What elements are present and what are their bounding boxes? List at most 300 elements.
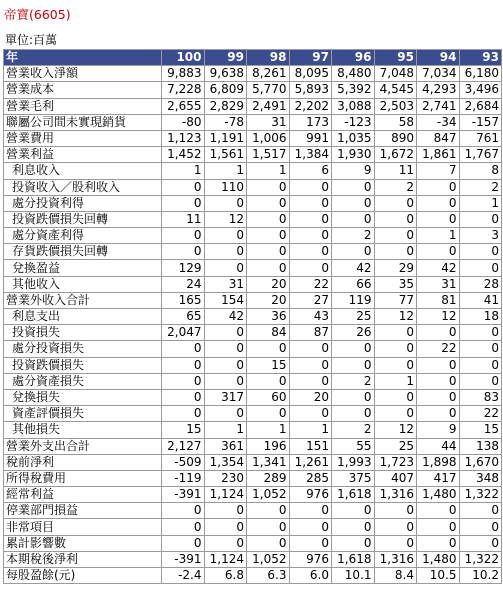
table-row (4, 244, 502, 260)
row-label: 停業部門損益 (4, 503, 162, 519)
table-cell: 25 (374, 438, 417, 454)
table-cell: 18 (459, 309, 502, 325)
row-label: 所得稅費用 (4, 470, 162, 486)
table-cell: 1,124 (204, 487, 247, 503)
row-label: 投資跌價損失回轉 (4, 211, 162, 227)
row-label: 處分投資損失 (4, 341, 162, 357)
table-cell: 0 (247, 503, 290, 519)
table-cell: 1,322 (459, 551, 502, 567)
table-cell: 41 (459, 292, 502, 308)
table-cell: 1 (417, 228, 460, 244)
table-cell: 66 (332, 276, 375, 292)
table-cell: 6,809 (204, 82, 247, 98)
table-cell: 2,741 (417, 98, 460, 114)
table-cell: 81 (417, 292, 460, 308)
table-cell: 0 (417, 244, 460, 260)
table-row (4, 114, 502, 130)
table-cell: 0 (332, 195, 375, 211)
table-cell: 0 (247, 341, 290, 357)
table-row (4, 82, 502, 98)
table-cell: 0 (289, 228, 332, 244)
table-row (4, 503, 502, 519)
year-header: 100 (162, 50, 205, 66)
table-cell: 0 (204, 228, 247, 244)
table-cell: 12 (374, 309, 417, 325)
table-cell: 0 (374, 228, 417, 244)
table-cell: 42 (204, 309, 247, 325)
table-cell: 1,930 (332, 147, 375, 163)
table-cell: 0 (332, 211, 375, 227)
table-cell: 1 (374, 373, 417, 389)
table-body (4, 66, 502, 584)
table-cell: 8,261 (247, 66, 290, 82)
row-label: 兌換盈益 (4, 260, 162, 276)
table-row (4, 309, 502, 325)
table-cell: 1 (247, 163, 290, 179)
table-cell: 12 (417, 309, 460, 325)
table-cell: 0 (374, 535, 417, 551)
table-cell: 138 (459, 438, 502, 454)
table-cell: 11 (374, 163, 417, 179)
year-header-label: 年 (4, 50, 162, 66)
year-header: 98 (247, 50, 290, 66)
table-cell: 24 (162, 276, 205, 292)
table-cell: 10.5 (417, 568, 460, 584)
table-cell: 1,261 (289, 454, 332, 470)
table-cell: 0 (332, 389, 375, 405)
table-row (4, 438, 502, 454)
table-cell: 154 (204, 292, 247, 308)
table-cell: 0 (374, 389, 417, 405)
table-cell: 1,861 (417, 147, 460, 163)
table-cell: 0 (332, 406, 375, 422)
table-cell: 0 (459, 519, 502, 535)
table-row (4, 276, 502, 292)
table-row (4, 163, 502, 179)
table-cell: 1,618 (332, 487, 375, 503)
table-cell: 0 (417, 179, 460, 195)
table-cell: 6 (289, 163, 332, 179)
table-cell: 27 (289, 292, 332, 308)
table-row (4, 179, 502, 195)
table-cell: 0 (162, 179, 205, 195)
row-label: 營業收入淨額 (4, 66, 162, 82)
table-cell: 2 (374, 179, 417, 195)
table-cell: 1 (247, 422, 290, 438)
table-cell: 0 (289, 260, 332, 276)
table-cell: 119 (332, 292, 375, 308)
table-cell: 1 (459, 195, 502, 211)
table-cell: 36 (247, 309, 290, 325)
table-cell: 0 (204, 519, 247, 535)
row-label: 營業利益 (4, 147, 162, 163)
table-cell: 0 (459, 341, 502, 357)
row-label: 經常利益 (4, 487, 162, 503)
table-cell: 2 (332, 373, 375, 389)
table-cell: 1,480 (417, 551, 460, 567)
table-cell: 43 (289, 309, 332, 325)
table-cell: 2 (459, 179, 502, 195)
company-title: 帝寶(6605) (4, 7, 71, 22)
table-cell: 1,354 (204, 454, 247, 470)
table-cell: 42 (417, 260, 460, 276)
table-cell: 0 (417, 519, 460, 535)
table-cell: 1,052 (247, 551, 290, 567)
table-cell: 0 (374, 341, 417, 357)
table-cell: 10.2 (459, 568, 502, 584)
table-cell: 976 (289, 487, 332, 503)
table-cell: 0 (289, 244, 332, 260)
table-cell: 0 (247, 228, 290, 244)
table-cell: 289 (247, 470, 290, 486)
table-cell: 31 (417, 276, 460, 292)
table-cell: 0 (332, 179, 375, 195)
table-cell: 0 (289, 503, 332, 519)
table-cell: 0 (204, 373, 247, 389)
year-header: 95 (374, 50, 417, 66)
table-row (4, 195, 502, 211)
table-cell: 976 (289, 551, 332, 567)
table-cell: 0 (162, 195, 205, 211)
table-cell: 1,561 (204, 147, 247, 163)
table-cell: 8,095 (289, 66, 332, 82)
table-cell: 0 (247, 535, 290, 551)
table-cell: 20 (289, 389, 332, 405)
table-cell: 0 (247, 211, 290, 227)
table-cell: 6.8 (204, 568, 247, 584)
table-cell: 0 (289, 535, 332, 551)
table-cell: 0 (289, 179, 332, 195)
table-cell: 0 (204, 357, 247, 373)
table-row (4, 325, 502, 341)
table-cell: 230 (204, 470, 247, 486)
table-cell: 4,545 (374, 82, 417, 98)
table-cell: 5,893 (289, 82, 332, 98)
table-cell: 1,993 (332, 454, 375, 470)
table-cell: 8.4 (374, 568, 417, 584)
table-cell: 2,127 (162, 438, 205, 454)
table-row (4, 470, 502, 486)
table-cell: 1,618 (332, 551, 375, 567)
table-cell: 0 (162, 519, 205, 535)
table-cell: 0 (204, 195, 247, 211)
table-cell: 60 (247, 389, 290, 405)
table-cell: 0 (332, 244, 375, 260)
table-cell: 847 (417, 130, 460, 146)
row-label: 累計影響數 (4, 535, 162, 551)
table-cell: 2,655 (162, 98, 205, 114)
table-cell: 0 (204, 244, 247, 260)
table-row (4, 341, 502, 357)
table-cell: 0 (204, 341, 247, 357)
table-row (4, 568, 502, 584)
table-cell: 2,047 (162, 325, 205, 341)
table-cell: 1 (204, 163, 247, 179)
table-cell: 0 (417, 373, 460, 389)
table-cell: 22 (417, 341, 460, 357)
table-cell: 11 (162, 211, 205, 227)
table-cell: 3 (459, 228, 502, 244)
row-label: 其他損失 (4, 422, 162, 438)
table-cell: -34 (417, 114, 460, 130)
table-cell: 31 (247, 114, 290, 130)
table-row (4, 551, 502, 567)
table-cell: 7,228 (162, 82, 205, 98)
table-cell: 0 (459, 211, 502, 227)
row-label: 投資跌價損失 (4, 357, 162, 373)
header-row (4, 50, 502, 66)
table-cell: 6.3 (247, 568, 290, 584)
table-cell: 348 (459, 470, 502, 486)
table-cell: 0 (204, 503, 247, 519)
table-cell: 0 (459, 535, 502, 551)
table-cell: 0 (417, 406, 460, 422)
table-row (4, 260, 502, 276)
table-cell: 0 (204, 260, 247, 276)
table-cell: 173 (289, 114, 332, 130)
table-row (4, 211, 502, 227)
table-cell: 6,180 (459, 66, 502, 82)
table-cell: 0 (332, 519, 375, 535)
table-cell: 55 (332, 438, 375, 454)
row-label: 稅前淨利 (4, 454, 162, 470)
unit-label: 單位:百萬 (5, 33, 58, 47)
table-cell: 0 (247, 179, 290, 195)
table-cell: 28 (459, 276, 502, 292)
table-cell: 0 (417, 535, 460, 551)
year-header: 99 (204, 50, 247, 66)
table-cell: 0 (374, 406, 417, 422)
table-cell: 7,034 (417, 66, 460, 82)
table-cell: 25 (332, 309, 375, 325)
table-cell: 0 (459, 244, 502, 260)
table-cell: 0 (162, 244, 205, 260)
table-cell: 2,491 (247, 98, 290, 114)
table-cell: 0 (332, 503, 375, 519)
table-cell: 1,052 (247, 487, 290, 503)
table-cell: 1 (162, 163, 205, 179)
table-cell: 10.1 (332, 568, 375, 584)
row-label: 聯屬公司間未實現銷貨 (4, 114, 162, 130)
table-cell: 110 (204, 179, 247, 195)
table-cell: 0 (204, 535, 247, 551)
row-label: 營業毛利 (4, 98, 162, 114)
table-cell: 0 (289, 341, 332, 357)
table-cell: 26 (332, 325, 375, 341)
row-label: 利息收入 (4, 163, 162, 179)
table-cell: 2,684 (459, 98, 502, 114)
table-cell: 1,384 (289, 147, 332, 163)
table-cell: 9 (417, 422, 460, 438)
table-row (4, 130, 502, 146)
table-cell: 0 (374, 325, 417, 341)
table-cell: 22 (289, 276, 332, 292)
table-cell: 1,006 (247, 130, 290, 146)
table-cell: 991 (289, 130, 332, 146)
table-cell: 0 (332, 341, 375, 357)
table-cell: 0 (417, 389, 460, 405)
row-label: 非常項目 (4, 519, 162, 535)
table-cell: 0 (417, 195, 460, 211)
table-cell: 83 (459, 389, 502, 405)
table-cell: 0 (459, 357, 502, 373)
table-cell: 0 (374, 211, 417, 227)
table-cell: -2.4 (162, 568, 205, 584)
row-label: 其他收入 (4, 276, 162, 292)
table-cell: 65 (162, 309, 205, 325)
table-cell: 0 (162, 373, 205, 389)
table-row (4, 357, 502, 373)
table-cell: 2 (332, 422, 375, 438)
table-cell: 0 (289, 406, 332, 422)
table-cell: -391 (162, 551, 205, 567)
table-cell: 1,517 (247, 147, 290, 163)
table-cell: 29 (374, 260, 417, 276)
table-cell: 12 (204, 211, 247, 227)
table-cell: 58 (374, 114, 417, 130)
table-cell: 761 (459, 130, 502, 146)
table-row (4, 487, 502, 503)
table-cell: 15 (247, 357, 290, 373)
table-cell: 20 (247, 276, 290, 292)
table-cell: 0 (247, 244, 290, 260)
table-cell: 0 (459, 325, 502, 341)
table-row (4, 373, 502, 389)
table-cell: -119 (162, 470, 205, 486)
table-cell: 1,124 (204, 551, 247, 567)
table-cell: 1,316 (374, 487, 417, 503)
table-cell: -391 (162, 487, 205, 503)
table-cell: 317 (204, 389, 247, 405)
table-cell: -80 (162, 114, 205, 130)
row-label: 營業費用 (4, 130, 162, 146)
table-cell: 0 (374, 503, 417, 519)
table-cell: 6.0 (289, 568, 332, 584)
row-label: 每股盈餘(元) (4, 568, 162, 584)
table-cell: -157 (459, 114, 502, 130)
table-cell: 15 (459, 422, 502, 438)
table-cell: 0 (332, 357, 375, 373)
table-cell: 1 (204, 422, 247, 438)
table-cell: 2,829 (204, 98, 247, 114)
table-cell: 0 (459, 260, 502, 276)
table-cell: 7,048 (374, 66, 417, 82)
table-cell: 0 (162, 535, 205, 551)
table-cell: 22 (459, 406, 502, 422)
table-cell: 84 (247, 325, 290, 341)
table-cell: 0 (247, 260, 290, 276)
table-cell: -78 (204, 114, 247, 130)
table-cell: 0 (162, 406, 205, 422)
table-cell: 44 (417, 438, 460, 454)
row-label: 營業外支出合計 (4, 438, 162, 454)
year-header: 94 (417, 50, 460, 66)
table-cell: 0 (459, 503, 502, 519)
table-cell: 1,480 (417, 487, 460, 503)
table-cell: 0 (247, 406, 290, 422)
row-label: 營業外收入合計 (4, 292, 162, 308)
table-cell: 0 (417, 357, 460, 373)
table-cell: 0 (289, 211, 332, 227)
table-cell: 129 (162, 260, 205, 276)
table-cell: 1,316 (374, 551, 417, 567)
table-cell: 196 (247, 438, 290, 454)
table-row (4, 389, 502, 405)
table-cell: 1,670 (459, 454, 502, 470)
table-row (4, 228, 502, 244)
table-cell: -123 (332, 114, 375, 130)
table-row (4, 454, 502, 470)
table-cell: 0 (417, 211, 460, 227)
table-cell: 0 (247, 195, 290, 211)
table-row (4, 406, 502, 422)
table-cell: 4,293 (417, 82, 460, 98)
table-cell: 1,191 (204, 130, 247, 146)
table-cell: 2 (332, 228, 375, 244)
row-label: 投資損失 (4, 325, 162, 341)
table-cell: 0 (204, 406, 247, 422)
table-cell: 20 (247, 292, 290, 308)
table-cell: 0 (289, 373, 332, 389)
table-cell: 285 (289, 470, 332, 486)
table-cell: 0 (374, 519, 417, 535)
table-cell: 8 (459, 163, 502, 179)
table-row (4, 66, 502, 82)
table-row (4, 147, 502, 163)
table-row (4, 292, 502, 308)
table-cell: 890 (374, 130, 417, 146)
table-row (4, 535, 502, 551)
row-label: 存貨跌價損失回轉 (4, 244, 162, 260)
year-header: 97 (289, 50, 332, 66)
table-cell: 0 (459, 373, 502, 389)
row-label: 兌換損失 (4, 389, 162, 405)
table-cell: 2,503 (374, 98, 417, 114)
table-cell: 0 (162, 357, 205, 373)
row-label: 營業成本 (4, 82, 162, 98)
table-cell: 151 (289, 438, 332, 454)
table-cell: 0 (162, 389, 205, 405)
table-cell: 1,723 (374, 454, 417, 470)
table-cell: 3,088 (332, 98, 375, 114)
table-cell: 0 (204, 325, 247, 341)
table-cell: 1,452 (162, 147, 205, 163)
row-label: 利息支出 (4, 309, 162, 325)
table-cell: 5,770 (247, 82, 290, 98)
table-cell: 31 (204, 276, 247, 292)
income-statement-table (3, 49, 502, 584)
table-cell: 0 (374, 357, 417, 373)
table-cell: 12 (374, 422, 417, 438)
row-label: 處分資產損失 (4, 373, 162, 389)
table-cell: 407 (374, 470, 417, 486)
table-cell: 1,672 (374, 147, 417, 163)
table-cell: 15 (162, 422, 205, 438)
year-header: 93 (459, 50, 502, 66)
table-cell: 1,767 (459, 147, 502, 163)
table-cell: 2,202 (289, 98, 332, 114)
table-cell: 417 (417, 470, 460, 486)
table-cell: 0 (162, 228, 205, 244)
table-cell: 87 (289, 325, 332, 341)
table-cell: 7 (417, 163, 460, 179)
table-cell: 0 (374, 195, 417, 211)
table-cell: 375 (332, 470, 375, 486)
table-cell: 1,341 (247, 454, 290, 470)
table-cell: 1,123 (162, 130, 205, 146)
table-cell: 8,480 (332, 66, 375, 82)
table-cell: 9,638 (204, 66, 247, 82)
